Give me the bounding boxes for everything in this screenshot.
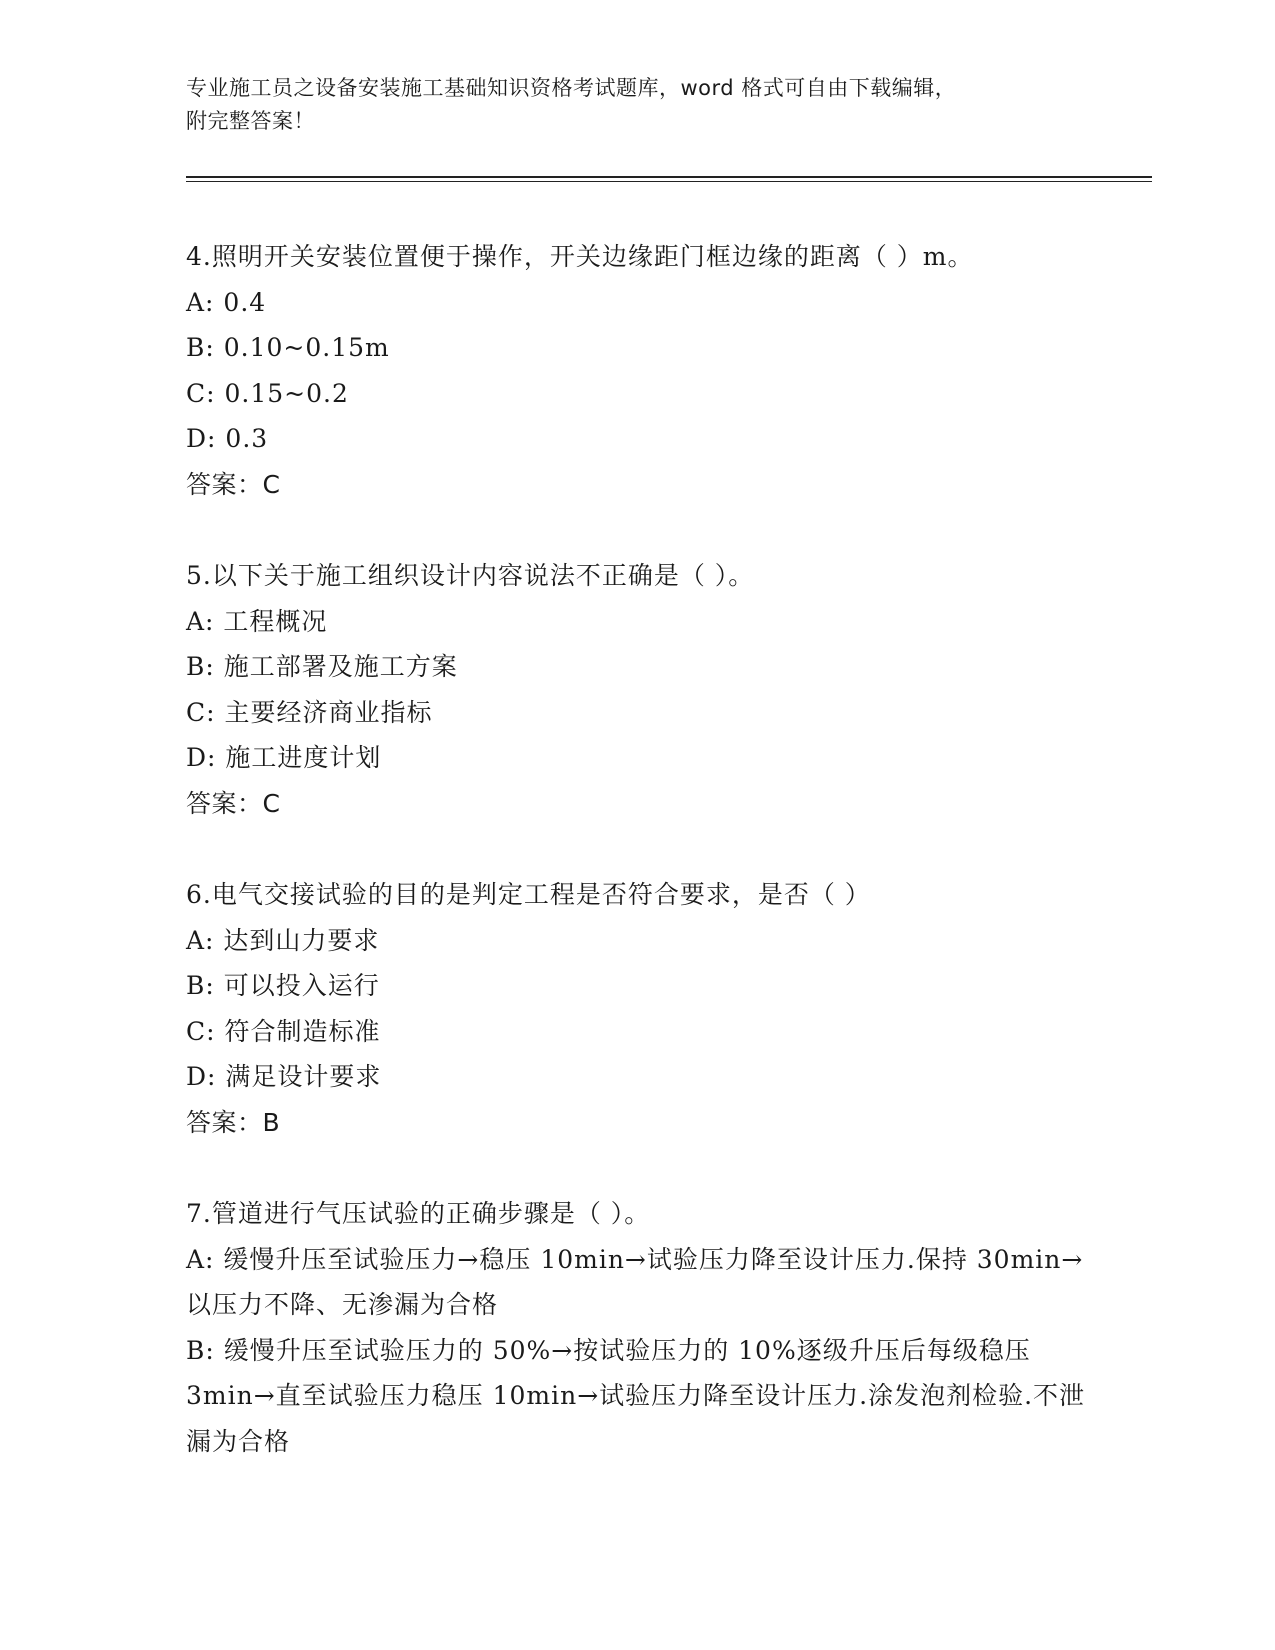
answer-line: 答案：C [186,788,281,818]
option-a: A: 工程概况 [186,606,328,636]
question-5 [186,553,1086,826]
answer-line: 答案：C [186,469,281,499]
option-b: B: 缓慢升压至试验压力的 50%→按试验压力的 10%逐级升压后每级稳压 3min→直至试验压力稳压 10min→试验压力降至设计压力.涂发泡剂检验.不泄漏为合格 [186,1335,1086,1456]
option-b: B: 0.10~0.15m [186,333,390,362]
option-c: C: 符合制造标准 [186,1016,381,1046]
option-b: B: 施工部署及施工方案 [186,652,458,681]
question-stem: 7.管道进行气压试验的正确步骤是（ ）。 [186,1199,651,1228]
option-d: D: 满足设计要求 [186,1062,382,1091]
question-7 [186,1191,1086,1464]
option-a: A: 缓慢升压至试验压力→稳压 10min→试验压力降至设计压力.保持 30min→以压力不降、无渗漏为合格 [186,1244,1084,1319]
option-b: B: 可以投入运行 [186,971,380,1000]
question-stem: 4.照明开关安装位置便于操作，开关边缘距门框边缘的距离（ ）m。 [186,242,974,271]
option-a: A: 0.4 [186,287,267,317]
document-header [186,72,1066,138]
question-4 [186,234,1086,507]
option-c: C: 主要经济商业指标 [186,697,433,727]
header-divider-thin [186,181,1152,182]
option-d: D: 施工进度计划 [186,743,382,772]
answer-line: 答案：B [186,1107,281,1137]
option-d: D: 0.3 [186,424,269,453]
header-line-1: 专业施工员之设备安装施工基础知识资格考试题库，word 格式可自由下载编辑， [186,76,957,100]
question-stem: 6.电气交接试验的目的是判定工程是否符合要求，是否（ ） [186,880,871,909]
header-line-2: 附完整答案！ [186,109,315,133]
question-stem: 5.以下关于施工组织设计内容说法不正确是（ ）。 [186,561,755,590]
option-c: C: 0.15~0.2 [186,378,349,408]
option-a: A: 达到山力要求 [186,925,380,955]
question-6 [186,872,1086,1145]
header-divider-thick [186,176,1152,178]
